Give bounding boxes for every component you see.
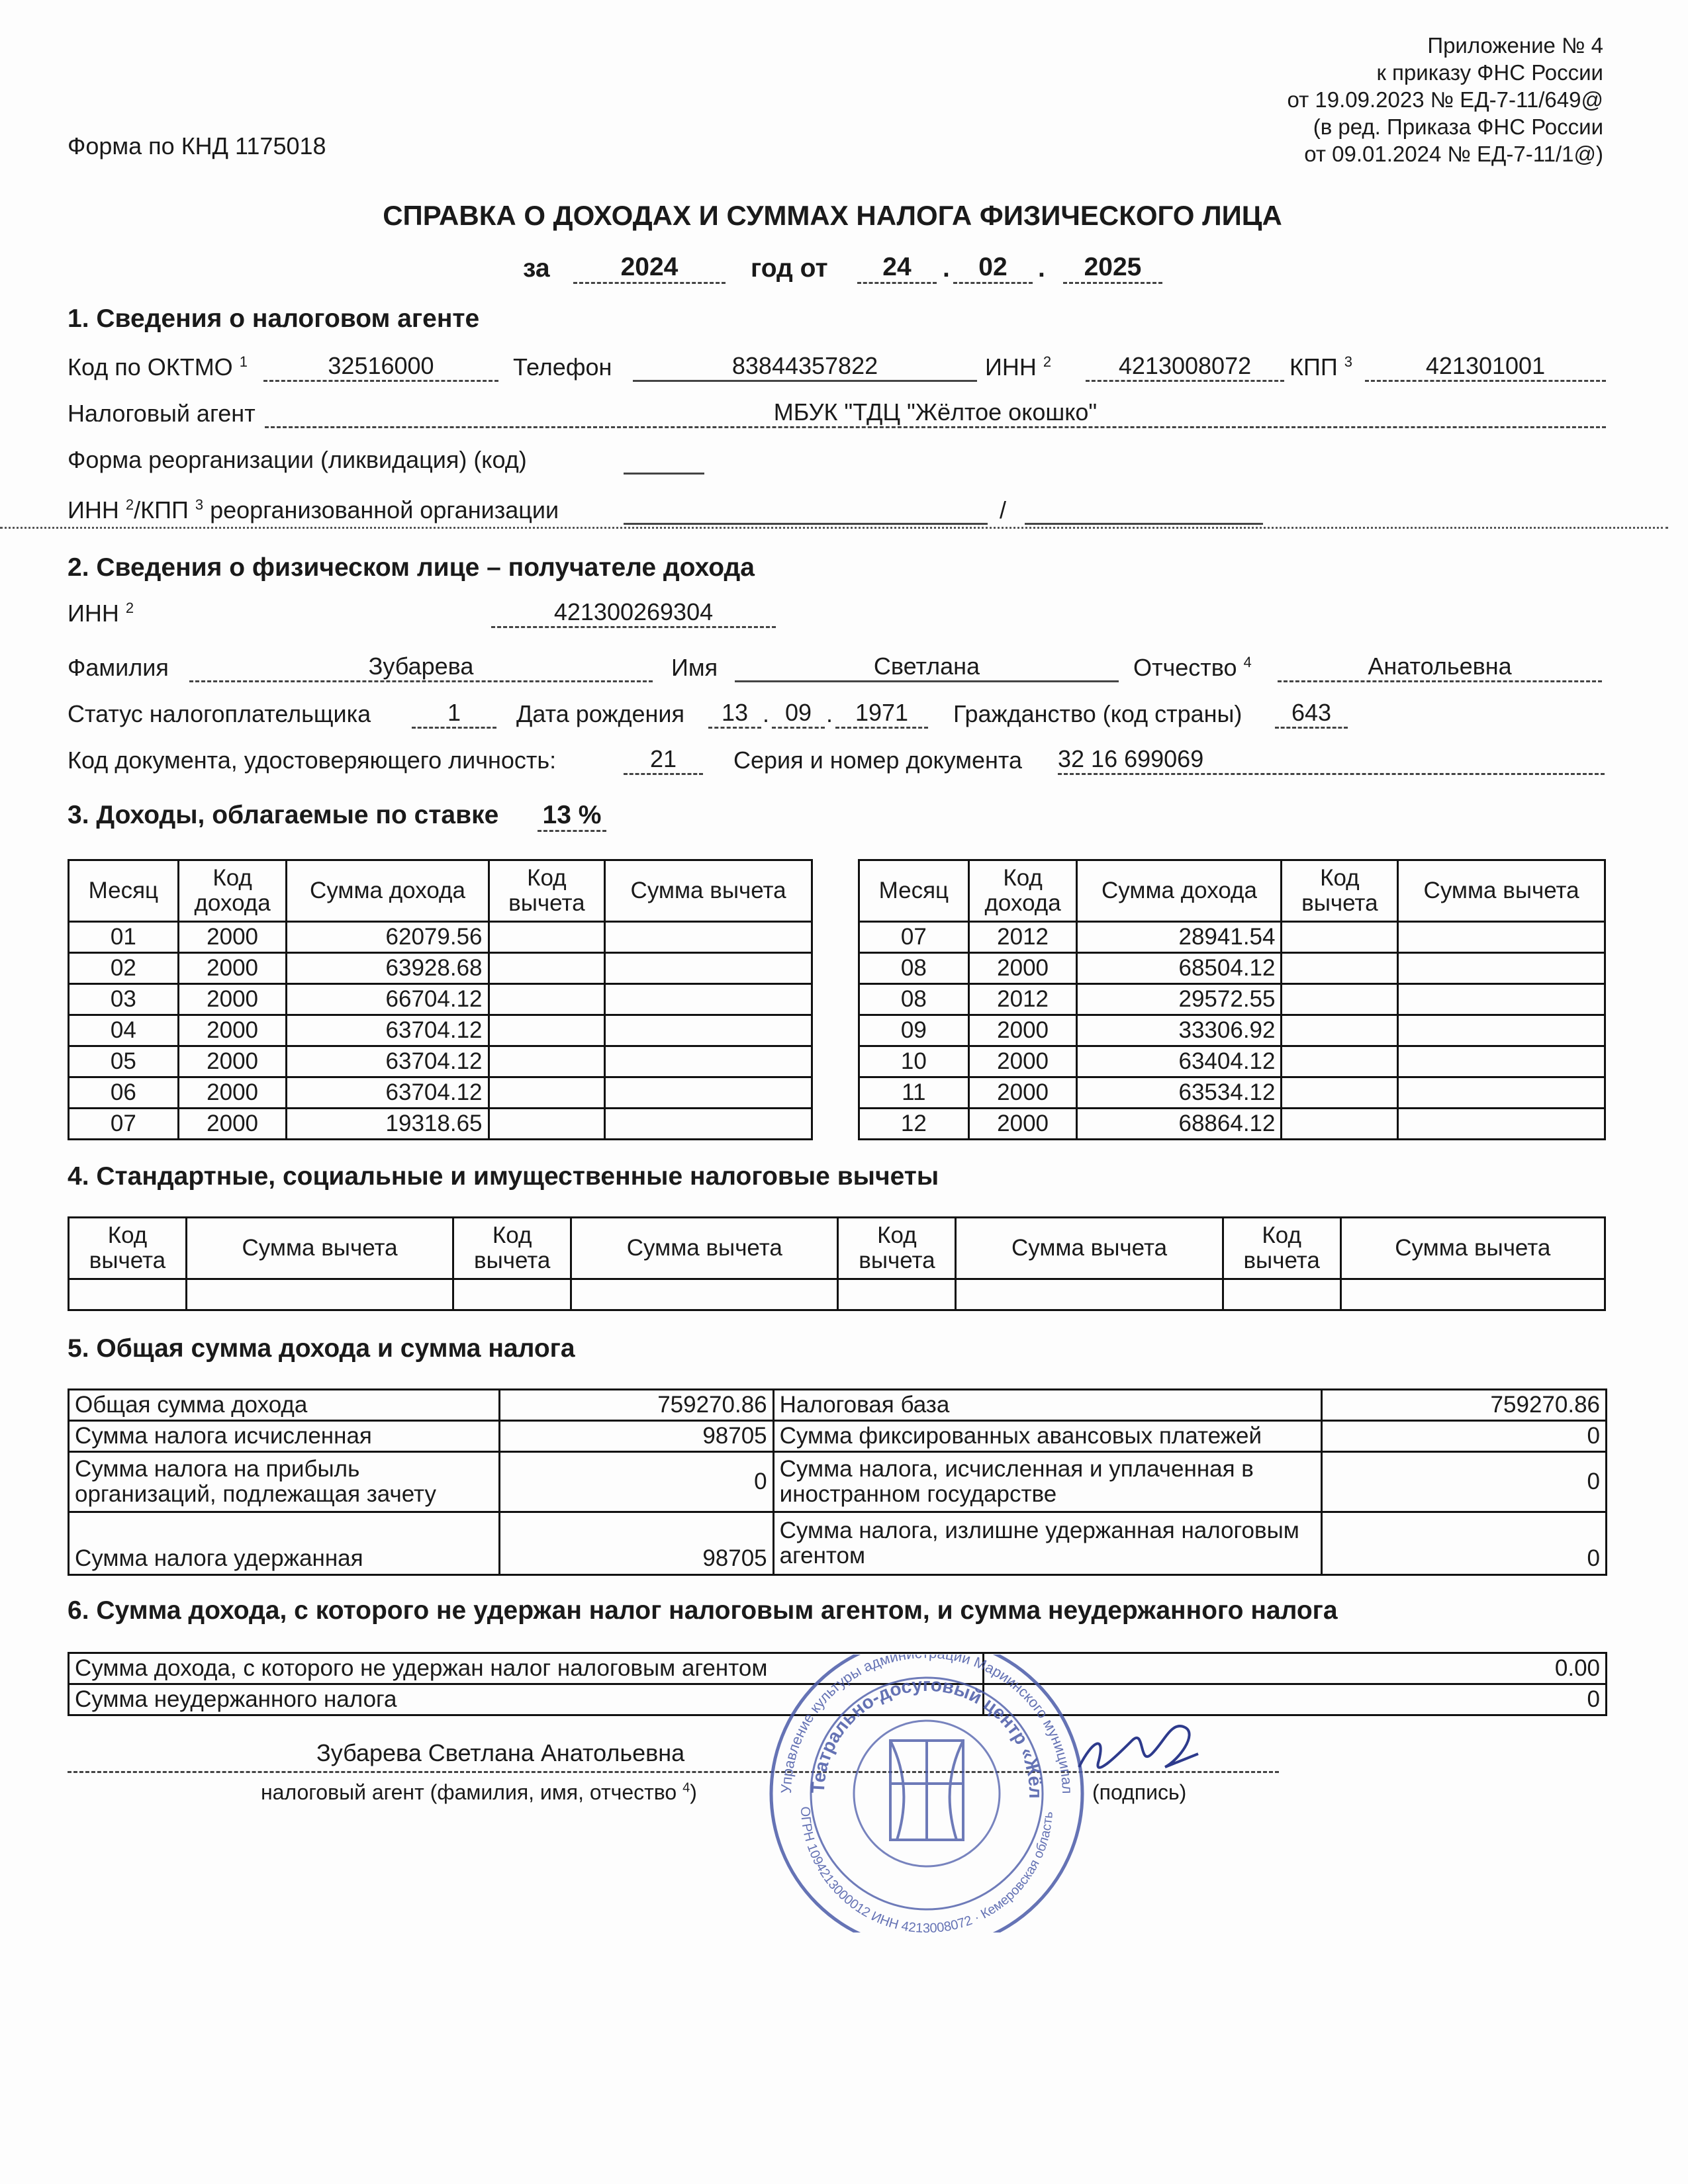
cell-empty: [1398, 1046, 1605, 1077]
cell-empty: [489, 953, 605, 984]
cell-empty: [489, 1077, 605, 1109]
cell-month: 01: [69, 922, 179, 953]
stamp-inner-text: Театрально-досуговый центр «Жёл: [807, 1674, 1047, 1799]
table-row: [69, 984, 812, 1015]
col-deduction-code: Код вычета: [1282, 860, 1398, 922]
period-za: за: [523, 254, 550, 283]
surname-label: Фамилия: [68, 654, 169, 681]
recipient-inn-value: 421300269304: [491, 598, 776, 628]
cell-empty: [1282, 953, 1398, 984]
cell-value: 0: [1322, 1512, 1607, 1575]
sup: 3: [1344, 353, 1352, 370]
doc-series-label: Серия и номер документа: [733, 747, 1022, 774]
deductions-table: [68, 1216, 1606, 1311]
reorg-inn-value: [624, 495, 988, 525]
col-deduction-code: Код вычета: [69, 1218, 187, 1279]
income-table-right: [858, 859, 1606, 1140]
sup: 4: [1243, 654, 1252, 670]
cell-code: 2000: [178, 1015, 287, 1046]
sup: 1: [239, 353, 248, 370]
agent-label: Налоговый агент: [68, 400, 256, 427]
birth-day: 13: [708, 699, 761, 729]
name-value: Светлана: [735, 653, 1119, 682]
table-row: [69, 1390, 1607, 1421]
cell-label: Сумма налога удержанная: [69, 1512, 500, 1575]
citizenship-label: Гражданство (код страны): [953, 700, 1243, 727]
cell-month: 08: [859, 953, 969, 984]
cell-empty: [605, 1015, 812, 1046]
cell-sum: 63534.12: [1077, 1077, 1282, 1109]
cell-sum: 62079.56: [287, 922, 489, 953]
appendix-line: от 09.01.2024 № ЕД-7-11/1@): [1304, 142, 1603, 166]
signer-caption: налоговый агент (фамилия, имя, отчество $^4$): [261, 1780, 697, 1804]
period-dot: .: [943, 254, 950, 283]
cell-code: 2000: [968, 1109, 1077, 1140]
cell-value: 0.00: [984, 1653, 1607, 1684]
col-deduction-sum: Сумма вычета: [571, 1218, 838, 1279]
period-day: 24: [857, 253, 937, 284]
oktmo-value: 32516000: [263, 352, 498, 382]
cell-empty: [1398, 1077, 1605, 1109]
cell-label: Сумма налога на прибыль организаций, подлежащая зачету: [69, 1452, 500, 1512]
cell-empty: [838, 1279, 956, 1310]
page-title: СПРАВКА О ДОХОДАХ И СУММАХ НАЛОГА ФИЗИЧЕСКОГО ЛИЦА: [383, 200, 1282, 231]
cell-month: 07: [69, 1109, 179, 1140]
cell-month: 08: [859, 984, 969, 1015]
table-row: [859, 1109, 1605, 1140]
cell-code: 2012: [968, 984, 1077, 1015]
cell-label: Сумма налога, излишне удержанная налоговым агентом: [773, 1512, 1322, 1575]
cell-month: 07: [859, 922, 969, 953]
cell-empty: [1282, 1015, 1398, 1046]
cell-empty: [956, 1279, 1223, 1310]
appendix-line: (в ред. Приказа ФНС России: [1313, 114, 1603, 139]
phone-label: Телефон: [513, 353, 612, 381]
period-line: [523, 254, 550, 283]
col-deduction-sum: Сумма вычета: [956, 1218, 1223, 1279]
cell-empty: [605, 922, 812, 953]
cell-code: 2000: [968, 953, 1077, 984]
signature-mark: [1072, 1714, 1205, 1787]
surname-value: Зубарева: [189, 653, 653, 682]
citizenship-value: 643: [1275, 699, 1348, 729]
cell-value: 0: [500, 1452, 774, 1512]
cell-sum: 66704.12: [287, 984, 489, 1015]
handwritten-signature-icon: [1072, 1714, 1205, 1787]
recipient-inn-label: ИНН $^2$: [68, 600, 134, 627]
cell-empty: [1398, 953, 1605, 984]
col-deduction-sum: Сумма вычета: [1398, 860, 1605, 922]
period-year: 2024: [573, 253, 726, 284]
cell-sum: 33306.92: [1077, 1015, 1282, 1046]
birth-dot: .: [826, 700, 833, 727]
cell-empty: [1398, 1109, 1605, 1140]
cell-code: 2012: [968, 922, 1077, 953]
cell-empty: [1398, 922, 1605, 953]
birth-year: 1971: [835, 699, 928, 729]
sup: 2: [125, 600, 134, 616]
doc-code-value: 21: [624, 745, 703, 775]
table-row: [859, 984, 1605, 1015]
appendix-block: [1288, 32, 1604, 167]
cell-value: 0: [1322, 1452, 1607, 1512]
oktmo-label: Код по ОКТМО $^1$: [68, 353, 248, 381]
col-deduction-code: Код вычета: [489, 860, 605, 922]
cell-value: 98705: [500, 1421, 774, 1452]
cell-code: 2000: [178, 1109, 287, 1140]
cell-label: Налоговая база: [773, 1390, 1322, 1421]
cell-label: Сумма неудержанного налога: [69, 1684, 984, 1715]
cell-label: Сумма дохода, с которого не удержан налог налоговым агентом: [69, 1653, 984, 1684]
cell-sum: 68864.12: [1077, 1109, 1282, 1140]
cell-sum: 63704.12: [287, 1015, 489, 1046]
cell-month: 05: [69, 1046, 179, 1077]
cell-empty: [1282, 984, 1398, 1015]
cell-code: 2000: [178, 1077, 287, 1109]
cell-value: 98705: [500, 1512, 774, 1575]
window-emblem-icon: [890, 1741, 963, 1840]
form-code: Форма по КНД 1175018: [68, 132, 326, 159]
rate-value: 13 %: [538, 801, 606, 832]
cell-empty: [489, 1109, 605, 1140]
cell-empty: [1398, 984, 1605, 1015]
col-income-sum: Сумма дохода: [287, 860, 489, 922]
cell-month: 04: [69, 1015, 179, 1046]
cell-empty: [571, 1279, 838, 1310]
cell-month: 09: [859, 1015, 969, 1046]
doc-code-label: Код документа, удостоверяющего личность:: [68, 747, 557, 774]
kpp-value: 421301001: [1365, 352, 1606, 382]
section4-heading: 4. Стандартные, социальные и имущественные налоговые вычеты: [68, 1162, 939, 1191]
reorg-value: [624, 445, 704, 475]
col-deduction-sum: Сумма вычета: [1340, 1218, 1605, 1279]
table-row: [69, 1077, 812, 1109]
cell-sum: 68504.12: [1077, 953, 1282, 984]
cell-code: 2000: [968, 1077, 1077, 1109]
income-table-left: [68, 859, 813, 1140]
col-deduction-code: Код вычета: [1223, 1218, 1340, 1279]
sign-caption: (подпись): [1092, 1780, 1187, 1804]
patronymic-value: Анатольевна: [1278, 653, 1602, 682]
cell-label: Общая сумма дохода: [69, 1390, 500, 1421]
name-label: Имя: [671, 654, 718, 681]
cell-empty: [1340, 1279, 1605, 1310]
cell-empty: [1223, 1279, 1340, 1310]
status-value: 1: [412, 699, 496, 729]
cell-sum: 63404.12: [1077, 1046, 1282, 1077]
col-income-code: Код дохода: [968, 860, 1077, 922]
cell-empty: [1282, 1109, 1398, 1140]
cell-empty: [69, 1279, 187, 1310]
col-deduction-code: Код вычета: [453, 1218, 571, 1279]
period-yyyy: 2025: [1063, 253, 1162, 284]
cell-label: Сумма налога, исчисленная и уплаченная в иностранном государстве: [773, 1452, 1322, 1512]
table-row: [859, 953, 1605, 984]
section3-heading: 3. Доходы, облагаемые по ставке: [68, 801, 499, 829]
cell-empty: [1282, 922, 1398, 953]
table-row: [69, 1046, 812, 1077]
cell-value: 759270.86: [500, 1390, 774, 1421]
birth-label: Дата рождения: [516, 700, 684, 727]
period-month: 02: [953, 253, 1033, 284]
cell-empty: [1398, 1015, 1605, 1046]
appendix-line: к приказу ФНС России: [1376, 60, 1603, 85]
organization-stamp: [761, 1655, 1092, 1933]
cell-sum: 63704.12: [287, 1046, 489, 1077]
sup: 4: [682, 1780, 690, 1796]
cell-empty: [1282, 1077, 1398, 1109]
stamp-outer-text: Управление культуры админ ции Мариинского муниципал: [777, 1655, 1076, 1794]
table-row: [69, 922, 812, 953]
signer-name: Зубарева Светлана Анатольевна: [316, 1739, 685, 1766]
table-row: [859, 1046, 1605, 1077]
cell-code: 2000: [178, 1046, 287, 1077]
period-god-ot: год от: [751, 254, 828, 283]
cell-month: 11: [859, 1077, 969, 1109]
table-row: [69, 1279, 1605, 1310]
inn-value: 4213008072: [1086, 352, 1284, 382]
cell-empty: [1282, 1046, 1398, 1077]
cell-code: 2000: [178, 984, 287, 1015]
reorg-kpp-value: [1025, 495, 1263, 525]
cell-sum: 19318.65: [287, 1109, 489, 1140]
cell-month: 06: [69, 1077, 179, 1109]
section2-heading: 2. Сведения о физическом лице – получателе дохода: [68, 553, 755, 582]
phone-value: 83844357822: [633, 352, 977, 382]
cell-empty: [605, 1046, 812, 1077]
agent-value: МБУК "ТДЦ "Жёлтое окошко": [265, 398, 1606, 428]
cell-empty: [605, 953, 812, 984]
cell-empty: [605, 1077, 812, 1109]
period-dot: .: [1038, 254, 1045, 283]
doc-series-value: 32 16 699069: [1058, 745, 1605, 775]
reorg-label: Форма реорганизации (ликвидация) (код): [68, 446, 527, 473]
table-row: [69, 953, 812, 984]
col-income-sum: Сумма дохода: [1077, 860, 1282, 922]
table-row: [859, 1015, 1605, 1046]
cell-sum: 63704.12: [287, 1077, 489, 1109]
section1-heading: 1. Сведения о налоговом агенте: [68, 304, 480, 333]
cell-sum: 29572.55: [1077, 984, 1282, 1015]
cell-empty: [489, 984, 605, 1015]
cell-month: 10: [859, 1046, 969, 1077]
cell-label: Сумма фиксированных авансовых платежей: [773, 1421, 1322, 1452]
cell-empty: [605, 1109, 812, 1140]
cell-empty: [186, 1279, 453, 1310]
cell-code: 2000: [968, 1046, 1077, 1077]
cell-label: Сумма налога исчисленная: [69, 1421, 500, 1452]
col-deduction-code: Код вычета: [838, 1218, 956, 1279]
section5-heading: 5. Общая сумма дохода и сумма налога: [68, 1334, 575, 1363]
cell-empty: [453, 1279, 571, 1310]
sup: 2: [1043, 353, 1052, 370]
table-row: [69, 1015, 812, 1046]
col-deduction-sum: Сумма вычета: [605, 860, 812, 922]
cell-empty: [489, 1015, 605, 1046]
status-label: Статус налогоплательщика: [68, 700, 371, 727]
birth-month: 09: [772, 699, 825, 729]
birth-dot: .: [763, 700, 770, 727]
section6-heading: 6. Сумма дохода, с которого не удержан налог налоговым агентом, и сумма неудержанного налога: [68, 1596, 1338, 1625]
cell-sum: 28941.54: [1077, 922, 1282, 953]
dotted-separator: [0, 527, 1668, 529]
stamp-graphic: [761, 1655, 1092, 1933]
table-row: [859, 1077, 1605, 1109]
reorg-slash: /: [1000, 496, 1007, 523]
table-row: [69, 1421, 1607, 1452]
stamp-bottom-text: ОГРН 1094213000012 ИНН 4213008072 · Кемеровская область: [797, 1806, 1056, 1933]
totals-table: [68, 1388, 1607, 1576]
appendix-line: Приложение № 4: [1427, 33, 1603, 58]
sup: 3: [195, 496, 204, 513]
table-row: [69, 1512, 1607, 1575]
kpp-label: КПП $^3$: [1289, 353, 1352, 381]
reorg-inn-label: ИНН $^2$/КПП $^3$ реорганизованной организации: [68, 496, 559, 523]
cell-month: 02: [69, 953, 179, 984]
table-row: [69, 1452, 1607, 1512]
cell-code: 2000: [178, 953, 287, 984]
cell-value: 0: [1322, 1421, 1607, 1452]
col-month: Месяц: [859, 860, 969, 922]
cell-sum: 63928.68: [287, 953, 489, 984]
appendix-line: от 19.09.2023 № ЕД-7-11/649@: [1287, 87, 1603, 112]
cell-month: 03: [69, 984, 179, 1015]
cell-code: 2000: [178, 922, 287, 953]
col-month: Месяц: [69, 860, 179, 922]
col-deduction-sum: Сумма вычета: [186, 1218, 453, 1279]
cell-code: 2000: [968, 1015, 1077, 1046]
table-row: [859, 922, 1605, 953]
cell-value: 759270.86: [1322, 1390, 1607, 1421]
cell-empty: [489, 1046, 605, 1077]
table-row: [69, 1109, 812, 1140]
cell-value: 0: [984, 1684, 1607, 1715]
sup: 2: [125, 496, 134, 513]
cell-empty: [489, 922, 605, 953]
cell-empty: [605, 984, 812, 1015]
cell-month: 12: [859, 1109, 969, 1140]
col-income-code: Код дохода: [178, 860, 287, 922]
patronymic-label: Отчество $^4$: [1133, 654, 1252, 681]
inn-label: ИНН $^2$: [985, 353, 1052, 381]
